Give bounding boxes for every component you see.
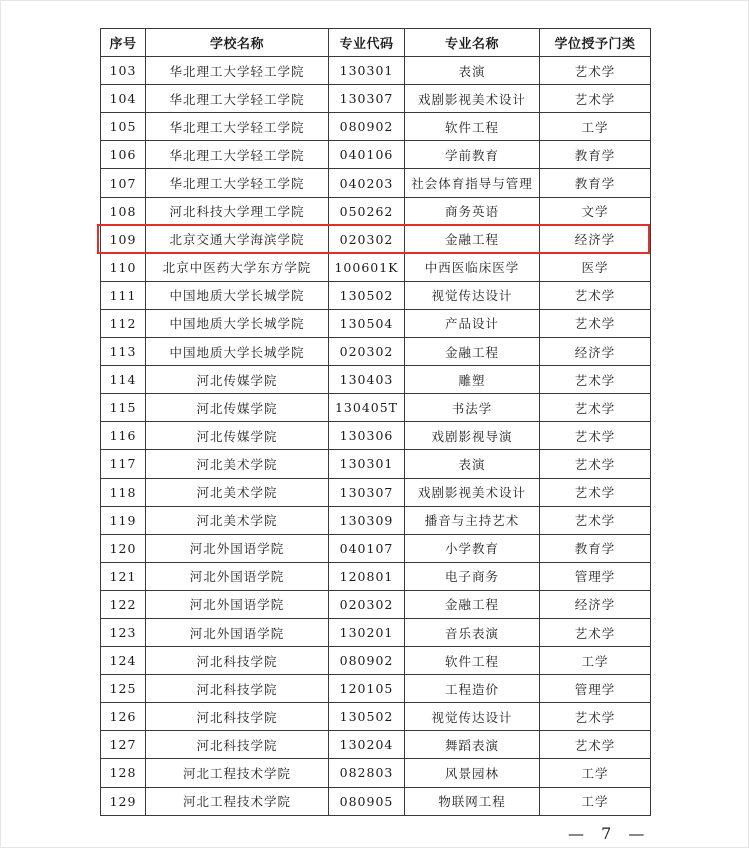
school-cell: 河北传媒学院	[146, 422, 329, 450]
serial-cell: 109	[101, 225, 146, 253]
degree-cell: 艺术学	[540, 618, 651, 646]
table-row	[101, 57, 651, 85]
table-body	[101, 57, 651, 816]
school-cell: 河北科技学院	[146, 647, 329, 675]
major-code-cell: 130309	[329, 506, 405, 534]
serial-cell: 121	[101, 562, 146, 590]
degree-cell: 艺术学	[540, 450, 651, 478]
major-name-cell: 风景园林	[405, 759, 540, 787]
major-code-cell: 130405T	[329, 394, 405, 422]
major-code-cell: 130307	[329, 478, 405, 506]
major-code-cell: 080905	[329, 787, 405, 815]
degree-cell: 艺术学	[540, 731, 651, 759]
major-name-cell: 软件工程	[405, 647, 540, 675]
major-code-cell: 130504	[329, 309, 405, 337]
header-major-code: 专业代码	[329, 29, 405, 57]
major-code-cell: 040203	[329, 169, 405, 197]
serial-cell: 107	[101, 169, 146, 197]
degree-cell: 教育学	[540, 169, 651, 197]
serial-cell: 122	[101, 590, 146, 618]
school-cell: 华北理工大学轻工学院	[146, 141, 329, 169]
table-row	[101, 169, 651, 197]
major-name-cell: 商务英语	[405, 197, 540, 225]
school-cell: 河北科技学院	[146, 675, 329, 703]
major-name-cell: 雕塑	[405, 366, 540, 394]
serial-cell: 113	[101, 338, 146, 366]
degree-cell: 工学	[540, 647, 651, 675]
degree-cell: 教育学	[540, 141, 651, 169]
serial-cell: 118	[101, 478, 146, 506]
table-row	[101, 309, 651, 337]
table-row	[101, 703, 651, 731]
table-row	[101, 85, 651, 113]
major-code-cell: 100601K	[329, 253, 405, 281]
serial-cell: 120	[101, 534, 146, 562]
table-row	[101, 281, 651, 309]
school-cell: 中国地质大学长城学院	[146, 281, 329, 309]
major-code-cell: 130204	[329, 731, 405, 759]
degree-cell: 艺术学	[540, 85, 651, 113]
major-code-cell: 130201	[329, 618, 405, 646]
table-row	[101, 534, 651, 562]
major-name-cell: 金融工程	[405, 590, 540, 618]
serial-cell: 127	[101, 731, 146, 759]
table-row	[101, 731, 651, 759]
major-name-cell: 社会体育指导与管理	[405, 169, 540, 197]
major-name-cell: 软件工程	[405, 113, 540, 141]
major-code-cell: 020302	[329, 338, 405, 366]
serial-cell: 119	[101, 506, 146, 534]
serial-cell: 111	[101, 281, 146, 309]
serial-cell: 112	[101, 309, 146, 337]
major-name-cell: 电子商务	[405, 562, 540, 590]
serial-cell: 117	[101, 450, 146, 478]
table-row	[101, 506, 651, 534]
table-row	[101, 338, 651, 366]
table-row	[101, 422, 651, 450]
degree-cell: 文学	[540, 197, 651, 225]
school-cell: 河北外国语学院	[146, 590, 329, 618]
school-cell: 河北美术学院	[146, 478, 329, 506]
major-name-cell: 音乐表演	[405, 618, 540, 646]
degree-cell: 艺术学	[540, 309, 651, 337]
program-table	[100, 28, 651, 816]
serial-cell: 124	[101, 647, 146, 675]
header-school: 学校名称	[146, 29, 329, 57]
table-row	[101, 590, 651, 618]
serial-cell: 129	[101, 787, 146, 815]
major-name-cell: 播音与主持艺术	[405, 506, 540, 534]
table-row	[101, 141, 651, 169]
major-name-cell: 金融工程	[405, 225, 540, 253]
degree-cell: 艺术学	[540, 703, 651, 731]
degree-cell: 医学	[540, 253, 651, 281]
major-code-cell: 040106	[329, 141, 405, 169]
school-cell: 河北科技大学理工学院	[146, 197, 329, 225]
serial-cell: 110	[101, 253, 146, 281]
table-row	[101, 197, 651, 225]
school-cell: 中国地质大学长城学院	[146, 338, 329, 366]
major-name-cell: 书法学	[405, 394, 540, 422]
major-name-cell: 中西医临床医学	[405, 253, 540, 281]
major-code-cell: 130306	[329, 422, 405, 450]
major-code-cell: 120105	[329, 675, 405, 703]
major-name-cell: 戏剧影视导演	[405, 422, 540, 450]
table-row	[101, 647, 651, 675]
table-row	[101, 394, 651, 422]
header-serial: 序号	[101, 29, 146, 57]
major-code-cell: 082803	[329, 759, 405, 787]
major-name-cell: 戏剧影视美术设计	[405, 85, 540, 113]
school-cell: 河北外国语学院	[146, 562, 329, 590]
table-row	[101, 759, 651, 787]
school-cell: 河北工程技术学院	[146, 759, 329, 787]
school-cell: 河北传媒学院	[146, 394, 329, 422]
major-code-cell: 050262	[329, 197, 405, 225]
serial-cell: 115	[101, 394, 146, 422]
header-degree-category: 学位授予门类	[540, 29, 651, 57]
table-row	[101, 562, 651, 590]
school-cell: 河北美术学院	[146, 450, 329, 478]
major-code-cell: 130301	[329, 57, 405, 85]
major-name-cell: 产品设计	[405, 309, 540, 337]
major-code-cell: 130403	[329, 366, 405, 394]
school-cell: 河北科技学院	[146, 731, 329, 759]
major-code-cell: 130301	[329, 450, 405, 478]
school-cell: 河北传媒学院	[146, 366, 329, 394]
table-row	[101, 478, 651, 506]
table-header-row	[101, 29, 651, 57]
serial-cell: 106	[101, 141, 146, 169]
table-row	[101, 618, 651, 646]
degree-cell: 教育学	[540, 534, 651, 562]
major-name-cell: 小学教育	[405, 534, 540, 562]
serial-cell: 125	[101, 675, 146, 703]
major-name-cell: 视觉传达设计	[405, 281, 540, 309]
major-name-cell: 视觉传达设计	[405, 703, 540, 731]
table-row	[101, 787, 651, 815]
major-code-cell: 020302	[329, 225, 405, 253]
degree-cell: 经济学	[540, 590, 651, 618]
serial-cell: 103	[101, 57, 146, 85]
school-cell: 河北科技学院	[146, 703, 329, 731]
degree-cell: 工学	[540, 759, 651, 787]
degree-cell: 艺术学	[540, 57, 651, 85]
degree-cell: 经济学	[540, 225, 651, 253]
page-number: — 7 —	[568, 824, 651, 843]
major-code-cell: 020302	[329, 590, 405, 618]
table-row	[101, 253, 651, 281]
serial-cell: 104	[101, 85, 146, 113]
table-row	[101, 675, 651, 703]
school-cell: 河北外国语学院	[146, 534, 329, 562]
serial-cell: 114	[101, 366, 146, 394]
degree-cell: 艺术学	[540, 478, 651, 506]
major-code-cell: 130307	[329, 85, 405, 113]
school-cell: 华北理工大学轻工学院	[146, 57, 329, 85]
degree-cell: 艺术学	[540, 366, 651, 394]
serial-cell: 126	[101, 703, 146, 731]
serial-cell: 105	[101, 113, 146, 141]
school-cell: 华北理工大学轻工学院	[146, 113, 329, 141]
degree-cell: 艺术学	[540, 394, 651, 422]
school-cell: 中国地质大学长城学院	[146, 309, 329, 337]
degree-cell: 艺术学	[540, 422, 651, 450]
school-cell: 河北外国语学院	[146, 618, 329, 646]
school-cell: 北京中医药大学东方学院	[146, 253, 329, 281]
major-name-cell: 工程造价	[405, 675, 540, 703]
table-row	[101, 225, 651, 253]
major-name-cell: 学前教育	[405, 141, 540, 169]
major-name-cell: 表演	[405, 450, 540, 478]
table-row	[101, 450, 651, 478]
major-code-cell: 080902	[329, 647, 405, 675]
major-name-cell: 舞蹈表演	[405, 731, 540, 759]
serial-cell: 116	[101, 422, 146, 450]
school-cell: 河北美术学院	[146, 506, 329, 534]
major-code-cell: 080902	[329, 113, 405, 141]
major-name-cell: 金融工程	[405, 338, 540, 366]
degree-cell: 工学	[540, 787, 651, 815]
major-code-cell: 130502	[329, 281, 405, 309]
table-row	[101, 113, 651, 141]
school-cell: 北京交通大学海滨学院	[146, 225, 329, 253]
major-code-cell: 040107	[329, 534, 405, 562]
school-cell: 华北理工大学轻工学院	[146, 169, 329, 197]
serial-cell: 128	[101, 759, 146, 787]
header-major-name: 专业名称	[405, 29, 540, 57]
degree-cell: 艺术学	[540, 506, 651, 534]
school-cell: 河北工程技术学院	[146, 787, 329, 815]
degree-cell: 经济学	[540, 338, 651, 366]
school-cell: 华北理工大学轻工学院	[146, 85, 329, 113]
serial-cell: 108	[101, 197, 146, 225]
degree-cell: 工学	[540, 113, 651, 141]
serial-cell: 123	[101, 618, 146, 646]
degree-cell: 管理学	[540, 562, 651, 590]
major-code-cell: 130502	[329, 703, 405, 731]
major-code-cell: 120801	[329, 562, 405, 590]
major-name-cell: 物联网工程	[405, 787, 540, 815]
major-name-cell: 戏剧影视美术设计	[405, 478, 540, 506]
table-row	[101, 366, 651, 394]
degree-cell: 管理学	[540, 675, 651, 703]
major-name-cell: 表演	[405, 57, 540, 85]
degree-cell: 艺术学	[540, 281, 651, 309]
